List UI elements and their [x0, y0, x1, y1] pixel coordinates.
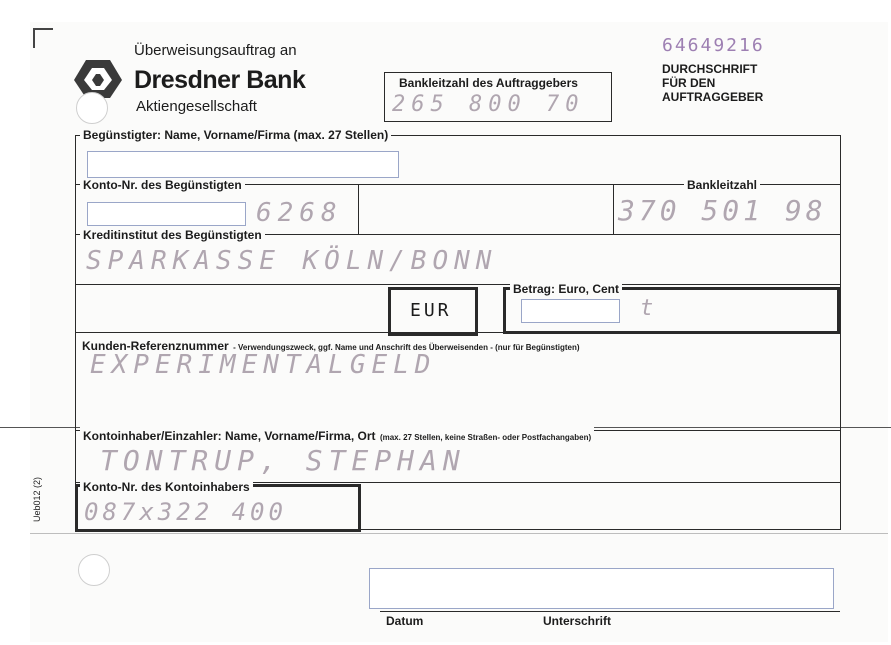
sender-blz-label: Bankleitzahl des Auftraggebers: [399, 76, 578, 90]
holder-sublabel: (max. 27 Stellen, keine Straßen- oder Postfachangaben): [379, 433, 592, 442]
copy-label-line-1: DURCHSCHRIFT: [662, 62, 758, 76]
signature-field[interactable]: [369, 568, 834, 609]
blz-label: Bankleitzahl: [684, 178, 760, 192]
corner-mark: [33, 28, 53, 48]
signature-label: Unterschrift: [543, 614, 612, 628]
account-divider-2: [613, 184, 614, 234]
beneficiary-account-field[interactable]: [87, 202, 246, 226]
punch-hole: [76, 92, 108, 124]
side-code: Ueb012 (2): [32, 476, 42, 522]
bank-name: Dresdner Bank: [134, 66, 306, 94]
order-title: Überweisungsauftrag an: [134, 42, 297, 59]
signature-line: [380, 611, 840, 612]
institute-label: Kreditinstitut des Begünstigten: [80, 228, 265, 242]
holder-label: Kontoinhaber/Einzahler: Name, Vorname/Firma, Ort: [83, 429, 376, 443]
amount-value: t: [640, 296, 660, 321]
beneficiary-label: Begünstigter: Name, Vorname/Firma (max. 27 Stellen): [80, 128, 391, 142]
holder-value: TONTRUP, STEPHAN: [100, 444, 466, 477]
account-divider-1: [358, 184, 359, 234]
form-number: 64649216: [662, 35, 765, 56]
account-value: 6268: [256, 198, 343, 228]
amount-field[interactable]: [521, 299, 620, 323]
blz-value: 370 501 98: [618, 194, 827, 227]
holder-account-label: Konto-Nr. des Kontoinhabers: [80, 480, 253, 494]
reference-label: Kunden-Referenznummer: [82, 339, 229, 353]
copy-label: [662, 62, 763, 104]
holder-label-group: [80, 427, 594, 445]
copy-label-line-2: FÜR DEN: [662, 76, 716, 90]
bank-subtitle: Aktiengesellschaft: [136, 98, 257, 115]
sender-blz-value: 265 800 70: [392, 92, 585, 117]
institute-value: SPARKASSE KÖLN/BONN: [86, 246, 498, 276]
lower-divider: [30, 533, 888, 534]
account-label: Konto-Nr. des Begünstigten: [80, 178, 245, 192]
punch-hole-lower: [78, 554, 110, 586]
currency-label: EUR: [410, 300, 452, 321]
holder-account-value: 087x322 400: [84, 498, 287, 526]
date-label: Datum: [386, 614, 424, 628]
reference-sublabel: - Verwendungszweck, ggf. Name und Anschrift des Überweisenden - (nur für Begünstigten): [233, 343, 580, 352]
reference-value: EXPERIMENTALGELD: [90, 350, 437, 380]
copy-label-line-3: AUFTRAGGEBER: [662, 90, 764, 104]
row-sep-3: [75, 284, 840, 285]
beneficiary-name-field[interactable]: [87, 151, 399, 178]
amount-label: Betrag: Euro, Cent: [510, 282, 622, 296]
